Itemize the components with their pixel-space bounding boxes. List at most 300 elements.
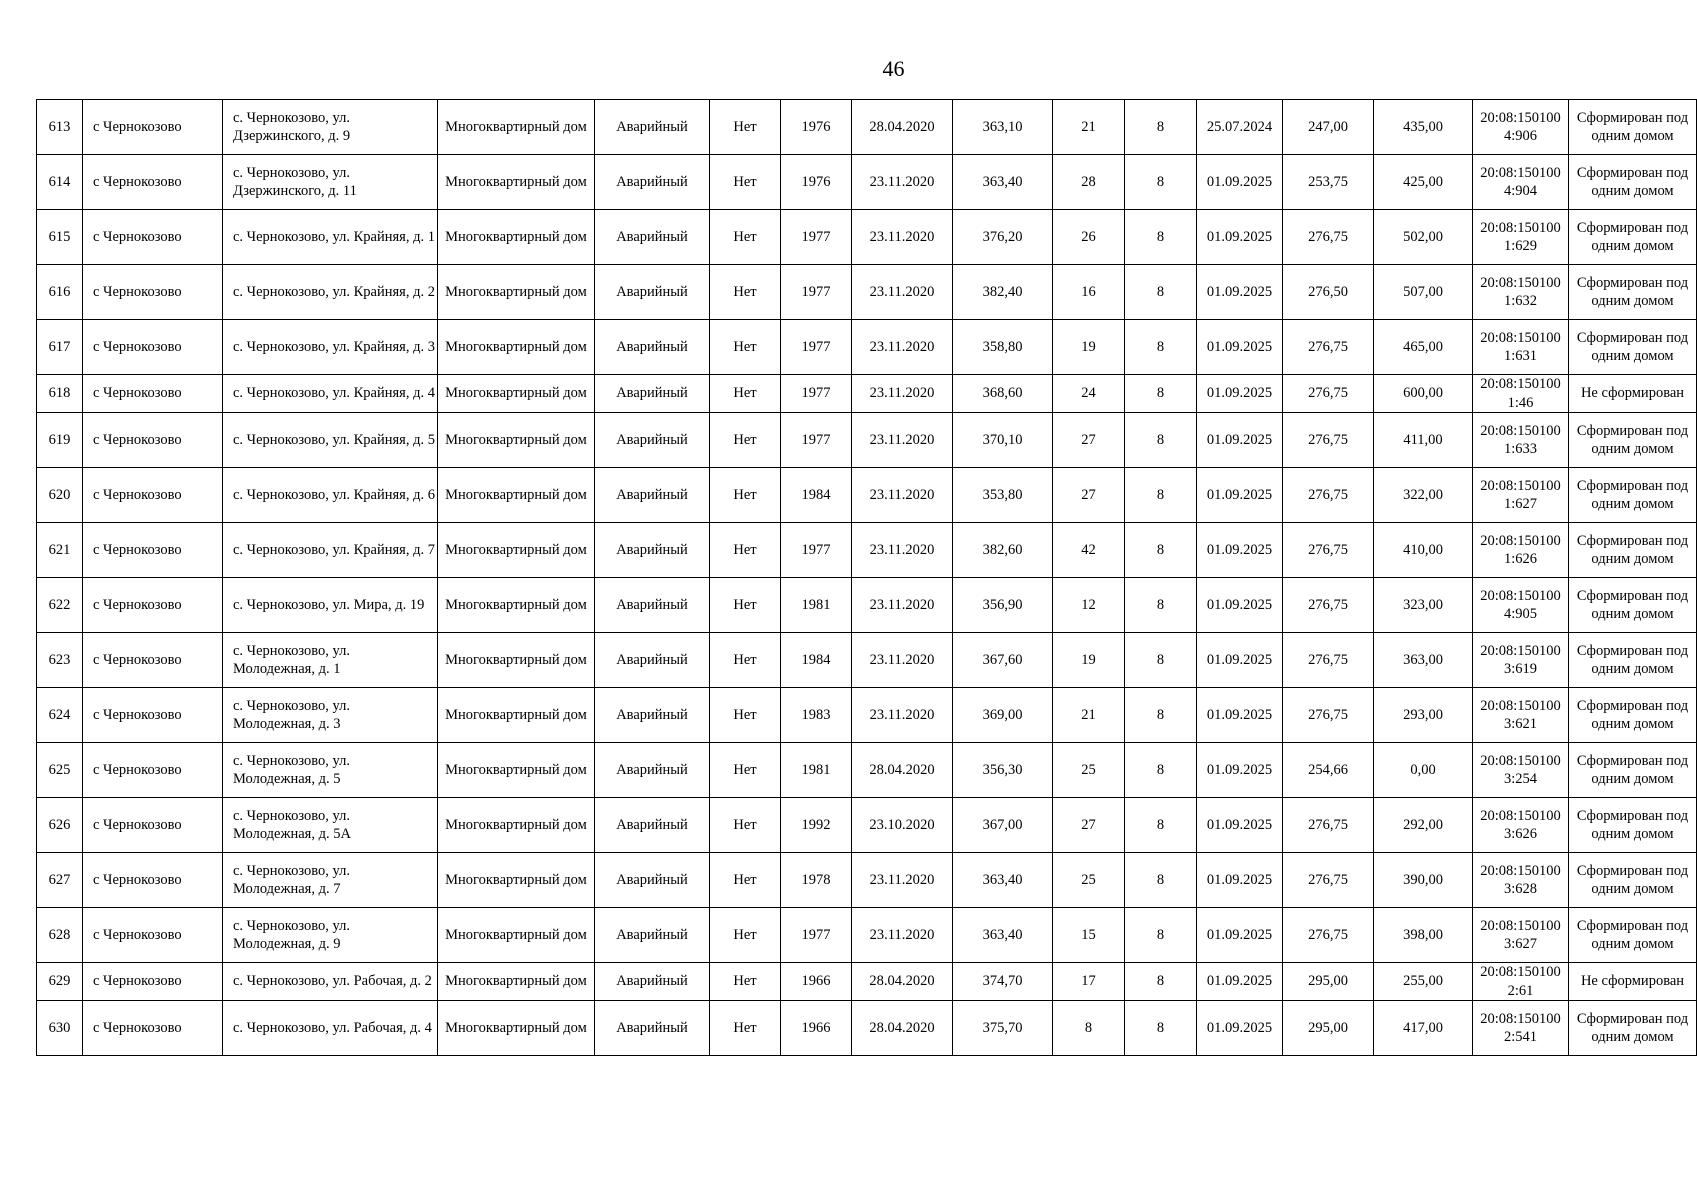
table-row bbox=[37, 578, 1697, 633]
cell-tenants: 8 bbox=[1125, 963, 1197, 1001]
cell-building-type: Многоквартирный дом bbox=[438, 468, 595, 523]
table-row bbox=[37, 688, 1697, 743]
cell-build-year: 1977 bbox=[781, 320, 852, 375]
cell-land-plot-status: Сформирован под одним домом bbox=[1569, 265, 1697, 320]
cell-row-number: 616 bbox=[37, 265, 83, 320]
cell-total-area: 363,10 bbox=[953, 100, 1053, 155]
cell-land-area: 502,00 bbox=[1374, 210, 1473, 265]
cell-tenants: 8 bbox=[1125, 210, 1197, 265]
table-row bbox=[37, 413, 1697, 468]
cell-cultural-heritage: Нет bbox=[710, 908, 781, 963]
cell-living-area: 276,75 bbox=[1283, 413, 1374, 468]
cell-living-area: 276,50 bbox=[1283, 265, 1374, 320]
cell-settlement: с Чернокозово bbox=[83, 1001, 223, 1056]
cell-building-type: Многоквартирный дом bbox=[438, 743, 595, 798]
cell-resettlement-date: 01.09.2025 bbox=[1197, 963, 1283, 1001]
cell-build-year: 1977 bbox=[781, 413, 852, 468]
cell-resettlement-date: 01.09.2025 bbox=[1197, 853, 1283, 908]
cell-condition: Аварийный bbox=[595, 743, 710, 798]
cell-resettlement-date: 25.07.2024 bbox=[1197, 100, 1283, 155]
cell-cultural-heritage: Нет bbox=[710, 155, 781, 210]
cell-land-plot-status: Сформирован под одним домом bbox=[1569, 688, 1697, 743]
cell-cultural-heritage: Нет bbox=[710, 963, 781, 1001]
cell-resettlement-date: 01.09.2025 bbox=[1197, 413, 1283, 468]
cell-cadastral-number: 20:08:1501004:904 bbox=[1473, 155, 1569, 210]
cell-address: с. Чернокозово, ул. Крайняя, д. 1 bbox=[223, 210, 438, 265]
cell-tenants: 8 bbox=[1125, 908, 1197, 963]
cell-living-area: 253,75 bbox=[1283, 155, 1374, 210]
cell-condition: Аварийный bbox=[595, 633, 710, 688]
cell-land-plot-status: Сформирован под одним домом bbox=[1569, 853, 1697, 908]
cell-address: с. Чернокозово, ул. Молодежная, д. 1 bbox=[223, 633, 438, 688]
cell-address: с. Чернокозово, ул. Дзержинского, д. 9 bbox=[223, 100, 438, 155]
cell-land-plot-status: Сформирован под одним домом bbox=[1569, 468, 1697, 523]
cell-cadastral-number: 20:08:1501001:631 bbox=[1473, 320, 1569, 375]
cell-settlement: с Чернокозово bbox=[83, 210, 223, 265]
cell-recognition-date: 23.11.2020 bbox=[852, 633, 953, 688]
cell-address: с. Чернокозово, ул. Крайняя, д. 7 bbox=[223, 523, 438, 578]
cell-total-area: 356,30 bbox=[953, 743, 1053, 798]
cell-tenants: 8 bbox=[1125, 633, 1197, 688]
cell-land-area: 390,00 bbox=[1374, 853, 1473, 908]
cell-building-type: Многоквартирный дом bbox=[438, 963, 595, 1001]
cell-cultural-heritage: Нет bbox=[710, 798, 781, 853]
cell-land-plot-status: Сформирован под одним домом bbox=[1569, 908, 1697, 963]
cell-building-type: Многоквартирный дом bbox=[438, 100, 595, 155]
cell-build-year: 1966 bbox=[781, 963, 852, 1001]
cell-building-type: Многоквартирный дом bbox=[438, 210, 595, 265]
cell-land-area: 322,00 bbox=[1374, 468, 1473, 523]
cell-condition: Аварийный bbox=[595, 688, 710, 743]
cell-resettlement-date: 01.09.2025 bbox=[1197, 798, 1283, 853]
cell-residents: 25 bbox=[1053, 853, 1125, 908]
cell-row-number: 630 bbox=[37, 1001, 83, 1056]
cell-land-plot-status: Сформирован под одним домом bbox=[1569, 413, 1697, 468]
cell-build-year: 1977 bbox=[781, 210, 852, 265]
cell-building-type: Многоквартирный дом bbox=[438, 633, 595, 688]
cell-resettlement-date: 01.09.2025 bbox=[1197, 908, 1283, 963]
cell-address: с. Чернокозово, ул. Крайняя, д. 6 bbox=[223, 468, 438, 523]
cell-land-plot-status: Сформирован под одним домом bbox=[1569, 633, 1697, 688]
cell-address: с. Чернокозово, ул. Молодежная, д. 3 bbox=[223, 688, 438, 743]
cell-row-number: 613 bbox=[37, 100, 83, 155]
cell-cadastral-number: 20:08:1501004:905 bbox=[1473, 578, 1569, 633]
table-row bbox=[37, 155, 1697, 210]
cell-tenants: 8 bbox=[1125, 155, 1197, 210]
cell-tenants: 8 bbox=[1125, 320, 1197, 375]
cell-land-area: 255,00 bbox=[1374, 963, 1473, 1001]
cell-address: с. Чернокозово, ул. Молодежная, д. 5 bbox=[223, 743, 438, 798]
cell-cadastral-number: 20:08:1501001:629 bbox=[1473, 210, 1569, 265]
cell-building-type: Многоквартирный дом bbox=[438, 155, 595, 210]
cell-row-number: 620 bbox=[37, 468, 83, 523]
table-row bbox=[37, 1001, 1697, 1056]
cell-build-year: 1984 bbox=[781, 633, 852, 688]
cell-tenants: 8 bbox=[1125, 798, 1197, 853]
cell-recognition-date: 23.11.2020 bbox=[852, 210, 953, 265]
cell-cultural-heritage: Нет bbox=[710, 523, 781, 578]
table-row bbox=[37, 375, 1697, 413]
cell-land-area: 363,00 bbox=[1374, 633, 1473, 688]
cell-residents: 27 bbox=[1053, 413, 1125, 468]
cell-residents: 15 bbox=[1053, 908, 1125, 963]
cell-cadastral-number: 20:08:1501002:61 bbox=[1473, 963, 1569, 1001]
cell-cadastral-number: 20:08:1501001:46 bbox=[1473, 375, 1569, 413]
cell-residents: 17 bbox=[1053, 963, 1125, 1001]
cell-land-plot-status: Сформирован под одним домом bbox=[1569, 210, 1697, 265]
cell-cadastral-number: 20:08:1501003:621 bbox=[1473, 688, 1569, 743]
cell-build-year: 1984 bbox=[781, 468, 852, 523]
cell-condition: Аварийный bbox=[595, 853, 710, 908]
cell-condition: Аварийный bbox=[595, 578, 710, 633]
cell-residents: 42 bbox=[1053, 523, 1125, 578]
cell-land-plot-status: Сформирован под одним домом bbox=[1569, 1001, 1697, 1056]
cell-recognition-date: 23.11.2020 bbox=[852, 413, 953, 468]
cell-condition: Аварийный bbox=[595, 100, 710, 155]
cell-cadastral-number: 20:08:1501003:628 bbox=[1473, 853, 1569, 908]
cell-resettlement-date: 01.09.2025 bbox=[1197, 1001, 1283, 1056]
cell-resettlement-date: 01.09.2025 bbox=[1197, 265, 1283, 320]
cell-residents: 24 bbox=[1053, 375, 1125, 413]
cell-building-type: Многоквартирный дом bbox=[438, 320, 595, 375]
cell-condition: Аварийный bbox=[595, 210, 710, 265]
housing-registry-table bbox=[36, 99, 1697, 1056]
cell-land-area: 411,00 bbox=[1374, 413, 1473, 468]
cell-row-number: 617 bbox=[37, 320, 83, 375]
cell-settlement: с Чернокозово bbox=[83, 265, 223, 320]
cell-building-type: Многоквартирный дом bbox=[438, 265, 595, 320]
cell-build-year: 1976 bbox=[781, 155, 852, 210]
cell-residents: 27 bbox=[1053, 798, 1125, 853]
cell-residents: 16 bbox=[1053, 265, 1125, 320]
cell-building-type: Многоквартирный дом bbox=[438, 1001, 595, 1056]
cell-condition: Аварийный bbox=[595, 375, 710, 413]
cell-residents: 27 bbox=[1053, 468, 1125, 523]
cell-recognition-date: 28.04.2020 bbox=[852, 100, 953, 155]
cell-settlement: с Чернокозово bbox=[83, 320, 223, 375]
cell-land-area: 398,00 bbox=[1374, 908, 1473, 963]
cell-cultural-heritage: Нет bbox=[710, 265, 781, 320]
cell-row-number: 629 bbox=[37, 963, 83, 1001]
cell-land-area: 507,00 bbox=[1374, 265, 1473, 320]
cell-build-year: 1976 bbox=[781, 100, 852, 155]
table-row bbox=[37, 633, 1697, 688]
cell-build-year: 1977 bbox=[781, 523, 852, 578]
cell-recognition-date: 23.11.2020 bbox=[852, 578, 953, 633]
cell-condition: Аварийный bbox=[595, 413, 710, 468]
cell-tenants: 8 bbox=[1125, 413, 1197, 468]
cell-tenants: 8 bbox=[1125, 265, 1197, 320]
table-row bbox=[37, 523, 1697, 578]
cell-residents: 19 bbox=[1053, 633, 1125, 688]
cell-cultural-heritage: Нет bbox=[710, 468, 781, 523]
cell-land-plot-status: Сформирован под одним домом bbox=[1569, 743, 1697, 798]
cell-resettlement-date: 01.09.2025 bbox=[1197, 633, 1283, 688]
cell-recognition-date: 23.11.2020 bbox=[852, 523, 953, 578]
cell-total-area: 375,70 bbox=[953, 1001, 1053, 1056]
table-row bbox=[37, 798, 1697, 853]
table-row bbox=[37, 100, 1697, 155]
cell-resettlement-date: 01.09.2025 bbox=[1197, 210, 1283, 265]
cell-total-area: 367,60 bbox=[953, 633, 1053, 688]
cell-land-area: 0,00 bbox=[1374, 743, 1473, 798]
cell-land-plot-status: Сформирован под одним домом bbox=[1569, 523, 1697, 578]
cell-tenants: 8 bbox=[1125, 688, 1197, 743]
cell-building-type: Многоквартирный дом bbox=[438, 578, 595, 633]
cell-condition: Аварийный bbox=[595, 963, 710, 1001]
cell-build-year: 1977 bbox=[781, 375, 852, 413]
cell-settlement: с Чернокозово bbox=[83, 963, 223, 1001]
cell-total-area: 367,00 bbox=[953, 798, 1053, 853]
cell-recognition-date: 23.11.2020 bbox=[852, 155, 953, 210]
table-row bbox=[37, 853, 1697, 908]
cell-recognition-date: 28.04.2020 bbox=[852, 743, 953, 798]
cell-residents: 12 bbox=[1053, 578, 1125, 633]
cell-condition: Аварийный bbox=[595, 798, 710, 853]
cell-land-area: 292,00 bbox=[1374, 798, 1473, 853]
cell-address: с. Чернокозово, ул. Молодежная, д. 9 bbox=[223, 908, 438, 963]
cell-living-area: 254,66 bbox=[1283, 743, 1374, 798]
cell-recognition-date: 23.11.2020 bbox=[852, 320, 953, 375]
cell-settlement: с Чернокозово bbox=[83, 578, 223, 633]
cell-total-area: 376,20 bbox=[953, 210, 1053, 265]
cell-condition: Аварийный bbox=[595, 155, 710, 210]
cell-living-area: 247,00 bbox=[1283, 100, 1374, 155]
cell-settlement: с Чернокозово bbox=[83, 853, 223, 908]
cell-recognition-date: 23.11.2020 bbox=[852, 688, 953, 743]
cell-row-number: 623 bbox=[37, 633, 83, 688]
cell-total-area: 363,40 bbox=[953, 908, 1053, 963]
cell-cultural-heritage: Нет bbox=[710, 375, 781, 413]
cell-settlement: с Чернокозово bbox=[83, 100, 223, 155]
cell-row-number: 622 bbox=[37, 578, 83, 633]
cell-row-number: 626 bbox=[37, 798, 83, 853]
cell-row-number: 614 bbox=[37, 155, 83, 210]
cell-land-plot-status: Сформирован под одним домом bbox=[1569, 155, 1697, 210]
cell-build-year: 1992 bbox=[781, 798, 852, 853]
cell-address: с. Чернокозово, ул. Крайняя, д. 3 bbox=[223, 320, 438, 375]
cell-condition: Аварийный bbox=[595, 908, 710, 963]
cell-cultural-heritage: Нет bbox=[710, 688, 781, 743]
cell-living-area: 276,75 bbox=[1283, 320, 1374, 375]
cell-recognition-date: 23.11.2020 bbox=[852, 265, 953, 320]
cell-living-area: 295,00 bbox=[1283, 963, 1374, 1001]
cell-build-year: 1977 bbox=[781, 265, 852, 320]
cell-condition: Аварийный bbox=[595, 468, 710, 523]
cell-tenants: 8 bbox=[1125, 375, 1197, 413]
cell-cadastral-number: 20:08:1501003:619 bbox=[1473, 633, 1569, 688]
table-row bbox=[37, 468, 1697, 523]
cell-build-year: 1966 bbox=[781, 1001, 852, 1056]
cell-cadastral-number: 20:08:1501004:906 bbox=[1473, 100, 1569, 155]
cell-cultural-heritage: Нет bbox=[710, 578, 781, 633]
table-row bbox=[37, 908, 1697, 963]
cell-cultural-heritage: Нет bbox=[710, 100, 781, 155]
cell-building-type: Многоквартирный дом bbox=[438, 413, 595, 468]
cell-living-area: 276,75 bbox=[1283, 798, 1374, 853]
cell-resettlement-date: 01.09.2025 bbox=[1197, 743, 1283, 798]
cell-settlement: с Чернокозово bbox=[83, 743, 223, 798]
cell-settlement: с Чернокозово bbox=[83, 798, 223, 853]
page-number: 46 bbox=[882, 56, 905, 81]
cell-living-area: 295,00 bbox=[1283, 1001, 1374, 1056]
cell-cadastral-number: 20:08:1501003:254 bbox=[1473, 743, 1569, 798]
cell-living-area: 276,75 bbox=[1283, 853, 1374, 908]
cell-living-area: 276,75 bbox=[1283, 688, 1374, 743]
cell-residents: 26 bbox=[1053, 210, 1125, 265]
cell-address: с. Чернокозово, ул. Крайняя, д. 5 bbox=[223, 413, 438, 468]
cell-tenants: 8 bbox=[1125, 100, 1197, 155]
table-row bbox=[37, 743, 1697, 798]
cell-row-number: 625 bbox=[37, 743, 83, 798]
cell-cadastral-number: 20:08:1501001:626 bbox=[1473, 523, 1569, 578]
cell-resettlement-date: 01.09.2025 bbox=[1197, 320, 1283, 375]
cell-recognition-date: 23.11.2020 bbox=[852, 468, 953, 523]
cell-tenants: 8 bbox=[1125, 578, 1197, 633]
table-row bbox=[37, 320, 1697, 375]
cell-total-area: 382,40 bbox=[953, 265, 1053, 320]
cell-building-type: Многоквартирный дом bbox=[438, 853, 595, 908]
cell-living-area: 276,75 bbox=[1283, 578, 1374, 633]
table-row bbox=[37, 963, 1697, 1001]
cell-settlement: с Чернокозово bbox=[83, 633, 223, 688]
cell-resettlement-date: 01.09.2025 bbox=[1197, 468, 1283, 523]
cell-living-area: 276,75 bbox=[1283, 468, 1374, 523]
cell-recognition-date: 23.11.2020 bbox=[852, 375, 953, 413]
cell-recognition-date: 23.11.2020 bbox=[852, 908, 953, 963]
cell-resettlement-date: 01.09.2025 bbox=[1197, 688, 1283, 743]
cell-cadastral-number: 20:08:1501001:627 bbox=[1473, 468, 1569, 523]
cell-settlement: с Чернокозово bbox=[83, 688, 223, 743]
cell-tenants: 8 bbox=[1125, 468, 1197, 523]
cell-cultural-heritage: Нет bbox=[710, 210, 781, 265]
cell-land-plot-status: Сформирован под одним домом bbox=[1569, 100, 1697, 155]
cell-resettlement-date: 01.09.2025 bbox=[1197, 523, 1283, 578]
cell-row-number: 624 bbox=[37, 688, 83, 743]
cell-row-number: 618 bbox=[37, 375, 83, 413]
cell-tenants: 8 bbox=[1125, 523, 1197, 578]
cell-cadastral-number: 20:08:1501001:633 bbox=[1473, 413, 1569, 468]
cell-build-year: 1981 bbox=[781, 743, 852, 798]
cell-cultural-heritage: Нет bbox=[710, 743, 781, 798]
cell-build-year: 1983 bbox=[781, 688, 852, 743]
cell-residents: 8 bbox=[1053, 1001, 1125, 1056]
cell-condition: Аварийный bbox=[595, 523, 710, 578]
cell-address: с. Чернокозово, ул. Крайняя, д. 2 bbox=[223, 265, 438, 320]
cell-land-area: 293,00 bbox=[1374, 688, 1473, 743]
cell-condition: Аварийный bbox=[595, 265, 710, 320]
cell-total-area: 382,60 bbox=[953, 523, 1053, 578]
cell-land-area: 425,00 bbox=[1374, 155, 1473, 210]
cell-land-area: 410,00 bbox=[1374, 523, 1473, 578]
cell-resettlement-date: 01.09.2025 bbox=[1197, 578, 1283, 633]
cell-living-area: 276,75 bbox=[1283, 908, 1374, 963]
cell-settlement: с Чернокозово bbox=[83, 523, 223, 578]
cell-cultural-heritage: Нет bbox=[710, 1001, 781, 1056]
cell-building-type: Многоквартирный дом bbox=[438, 798, 595, 853]
cell-land-area: 417,00 bbox=[1374, 1001, 1473, 1056]
cell-living-area: 276,75 bbox=[1283, 523, 1374, 578]
cell-build-year: 1978 bbox=[781, 853, 852, 908]
table-row bbox=[37, 265, 1697, 320]
cell-living-area: 276,75 bbox=[1283, 633, 1374, 688]
cell-land-area: 600,00 bbox=[1374, 375, 1473, 413]
cell-address: с. Чернокозово, ул. Мира, д. 19 bbox=[223, 578, 438, 633]
cell-building-type: Многоквартирный дом bbox=[438, 375, 595, 413]
cell-residents: 28 bbox=[1053, 155, 1125, 210]
cell-address: с. Чернокозово, ул. Крайняя, д. 4 bbox=[223, 375, 438, 413]
cell-land-plot-status: Сформирован под одним домом bbox=[1569, 320, 1697, 375]
cell-settlement: с Чернокозово bbox=[83, 413, 223, 468]
cell-land-plot-status: Сформирован под одним домом bbox=[1569, 798, 1697, 853]
cell-building-type: Многоквартирный дом bbox=[438, 523, 595, 578]
cell-total-area: 374,70 bbox=[953, 963, 1053, 1001]
cell-land-plot-status: Не сформирован bbox=[1569, 375, 1697, 413]
cell-row-number: 615 bbox=[37, 210, 83, 265]
cell-cadastral-number: 20:08:1501001:632 bbox=[1473, 265, 1569, 320]
cell-cultural-heritage: Нет bbox=[710, 853, 781, 908]
cell-row-number: 628 bbox=[37, 908, 83, 963]
cell-row-number: 619 bbox=[37, 413, 83, 468]
cell-recognition-date: 28.04.2020 bbox=[852, 1001, 953, 1056]
cell-building-type: Многоквартирный дом bbox=[438, 908, 595, 963]
cell-address: с. Чернокозово, ул. Молодежная, д. 7 bbox=[223, 853, 438, 908]
cell-cadastral-number: 20:08:1501003:626 bbox=[1473, 798, 1569, 853]
cell-row-number: 627 bbox=[37, 853, 83, 908]
cell-building-type: Многоквартирный дом bbox=[438, 688, 595, 743]
cell-residents: 21 bbox=[1053, 100, 1125, 155]
table-body bbox=[37, 100, 1697, 1056]
cell-build-year: 1977 bbox=[781, 908, 852, 963]
cell-living-area: 276,75 bbox=[1283, 375, 1374, 413]
cell-address: с. Чернокозово, ул. Молодежная, д. 5А bbox=[223, 798, 438, 853]
cell-settlement: с Чернокозово bbox=[83, 468, 223, 523]
cell-resettlement-date: 01.09.2025 bbox=[1197, 375, 1283, 413]
cell-tenants: 8 bbox=[1125, 743, 1197, 798]
cell-address: с. Чернокозово, ул. Рабочая, д. 4 bbox=[223, 1001, 438, 1056]
cell-row-number: 621 bbox=[37, 523, 83, 578]
cell-residents: 19 bbox=[1053, 320, 1125, 375]
cell-cultural-heritage: Нет bbox=[710, 320, 781, 375]
cell-total-area: 370,10 bbox=[953, 413, 1053, 468]
table-row bbox=[37, 210, 1697, 265]
cell-tenants: 8 bbox=[1125, 1001, 1197, 1056]
cell-recognition-date: 23.11.2020 bbox=[852, 853, 953, 908]
cell-settlement: с Чернокозово bbox=[83, 908, 223, 963]
cell-residents: 21 bbox=[1053, 688, 1125, 743]
cell-cultural-heritage: Нет bbox=[710, 413, 781, 468]
cell-recognition-date: 28.04.2020 bbox=[852, 963, 953, 1001]
cell-land-area: 465,00 bbox=[1374, 320, 1473, 375]
cell-living-area: 276,75 bbox=[1283, 210, 1374, 265]
cell-total-area: 368,60 bbox=[953, 375, 1053, 413]
cell-land-plot-status: Сформирован под одним домом bbox=[1569, 578, 1697, 633]
cell-cultural-heritage: Нет bbox=[710, 633, 781, 688]
cell-tenants: 8 bbox=[1125, 853, 1197, 908]
cell-cadastral-number: 20:08:1501002:541 bbox=[1473, 1001, 1569, 1056]
cell-condition: Аварийный bbox=[595, 320, 710, 375]
cell-total-area: 358,80 bbox=[953, 320, 1053, 375]
cell-resettlement-date: 01.09.2025 bbox=[1197, 155, 1283, 210]
cell-land-plot-status: Не сформирован bbox=[1569, 963, 1697, 1001]
cell-total-area: 363,40 bbox=[953, 853, 1053, 908]
cell-total-area: 369,00 bbox=[953, 688, 1053, 743]
cell-address: с. Чернокозово, ул. Рабочая, д. 2 bbox=[223, 963, 438, 1001]
cell-total-area: 363,40 bbox=[953, 155, 1053, 210]
cell-residents: 25 bbox=[1053, 743, 1125, 798]
cell-build-year: 1981 bbox=[781, 578, 852, 633]
cell-recognition-date: 23.10.2020 bbox=[852, 798, 953, 853]
